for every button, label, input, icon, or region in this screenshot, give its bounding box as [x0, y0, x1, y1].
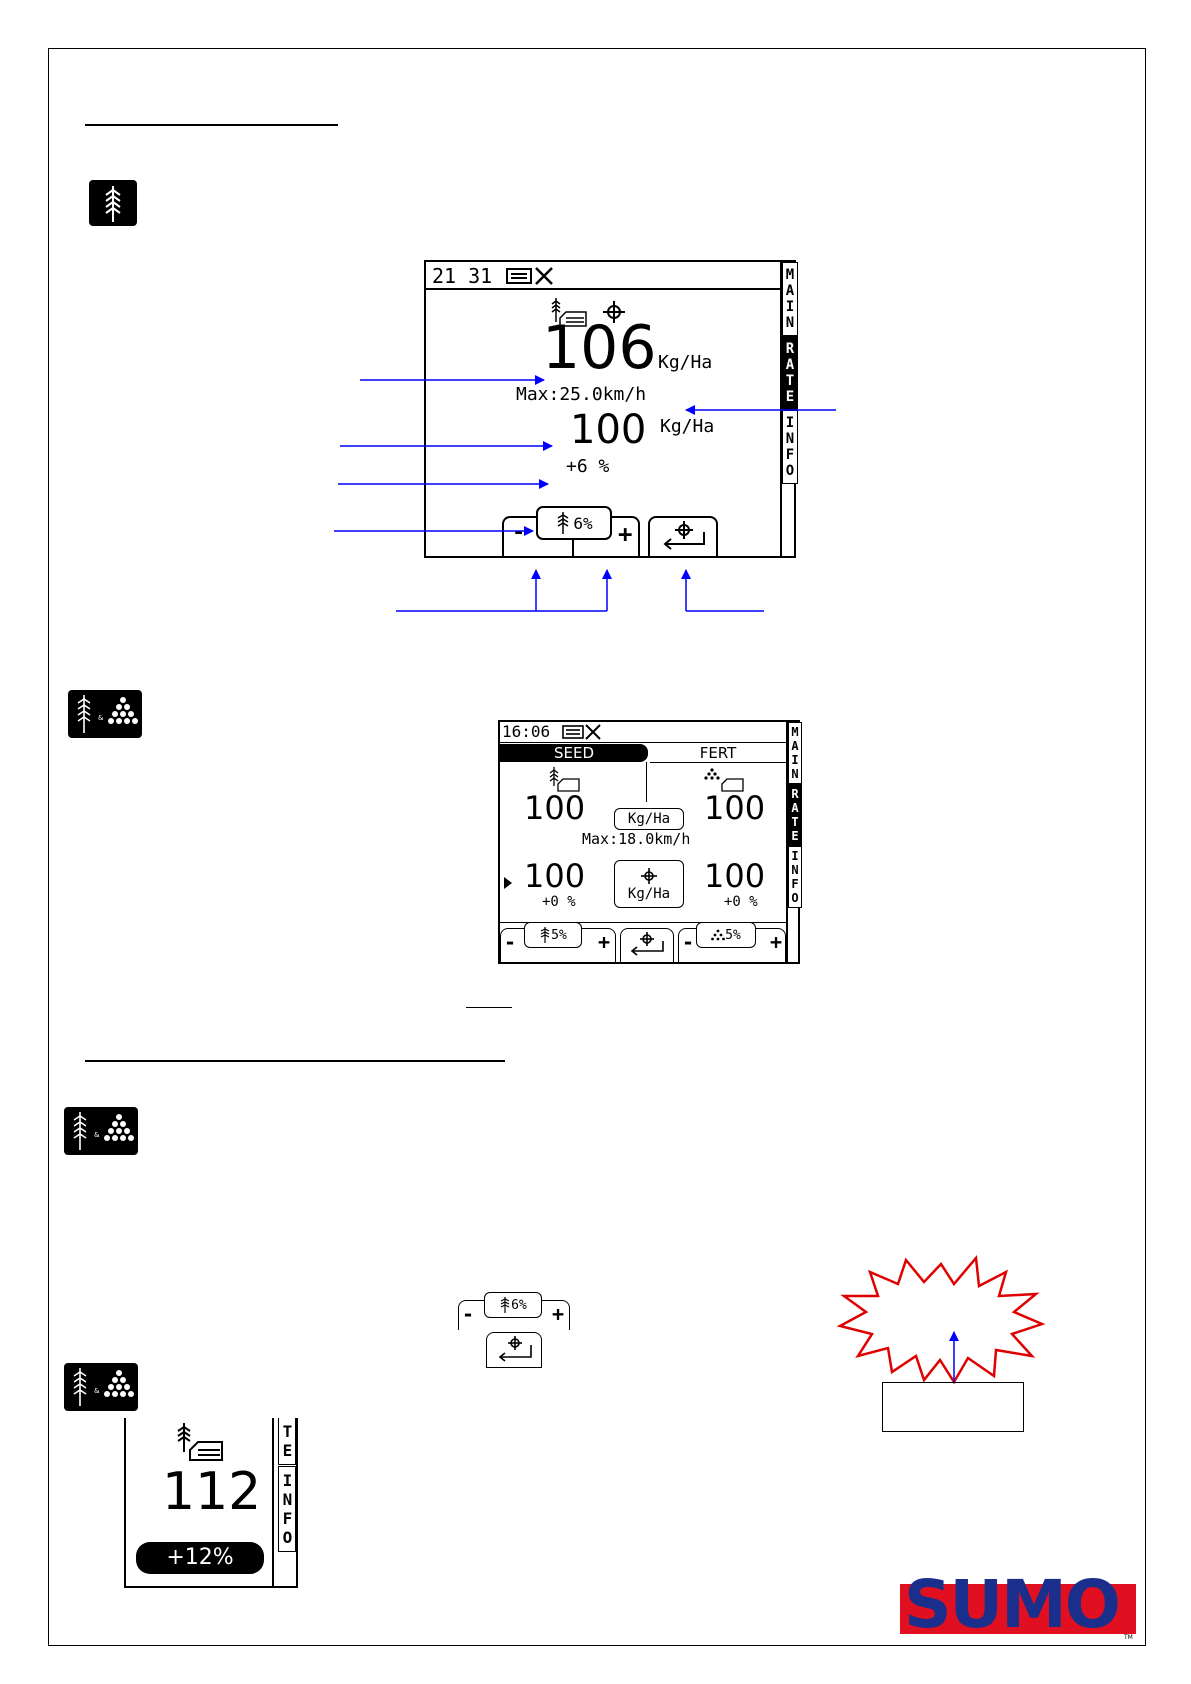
keypad-set-target-key[interactable]	[486, 1332, 542, 1368]
keypad-step-button[interactable]	[484, 1292, 542, 1318]
clock: 21 31	[432, 264, 493, 288]
tab-info-label: INFO	[782, 415, 798, 479]
fert-plus-label: +	[770, 930, 783, 954]
max-speed: Max:25.0km/h	[516, 384, 647, 405]
target-unit-text: Kg/Ha	[627, 886, 671, 902]
seed-minus-label: -	[504, 930, 517, 954]
rate-offset: +6 %	[566, 456, 610, 477]
tab-rate[interactable]	[278, 1418, 296, 1465]
tab-info-label: INFO	[278, 1471, 297, 1547]
enter-target-icon	[621, 929, 673, 961]
svg-text:&: &	[94, 1131, 100, 1139]
enter-target-icon	[487, 1333, 541, 1367]
svg-text:&: &	[94, 1387, 100, 1395]
status-icons	[562, 724, 606, 744]
fert-step-button[interactable]	[696, 922, 756, 948]
actual-rate-unit: Kg/Ha	[658, 352, 713, 373]
burst-callout	[836, 1256, 1046, 1386]
actual-rate-value: 106	[542, 313, 657, 383]
tab-fert[interactable]	[650, 744, 786, 763]
seed-offset: +0 %	[542, 894, 576, 910]
seed-and-fert-mode-icon-3	[64, 1363, 138, 1411]
logo-text: SUMO	[904, 1566, 1119, 1643]
offset-badge	[136, 1542, 264, 1574]
tab-rate-label: TE	[278, 1422, 297, 1460]
target-unit-box	[614, 860, 684, 908]
tab-info-label: INFO	[788, 849, 802, 905]
selection-arrow-icon	[504, 874, 512, 893]
center-divider	[646, 762, 647, 802]
tab-seed[interactable]	[500, 744, 648, 762]
unit-text: Kg/Ha	[627, 811, 671, 827]
short-underline	[466, 1007, 512, 1008]
seed-hopper-icon	[172, 1422, 224, 1466]
rate-screen-dual	[498, 720, 800, 964]
tab-rate[interactable]	[788, 784, 802, 846]
max-speed: Max:18.0km/h	[582, 830, 691, 848]
tab-info[interactable]	[788, 846, 802, 908]
seed-and-fert-mode-icon-2	[64, 1107, 138, 1155]
callout-box	[882, 1382, 1024, 1432]
tab-seed-label: SEED	[553, 744, 595, 762]
tab-main-label: MAIN	[782, 267, 798, 331]
unit-label-actual	[614, 808, 684, 830]
tab-main-label: MAIN	[788, 725, 802, 781]
plus-label: +	[618, 520, 633, 548]
set-target-softkey[interactable]	[620, 928, 674, 962]
target-icon	[639, 866, 659, 886]
rate-screen-cropped	[124, 1418, 298, 1588]
fert-step-label: 5%	[725, 927, 741, 943]
section-heading-underline-2	[85, 1060, 505, 1062]
tab-rate-label: RATE	[782, 341, 798, 405]
sumo-logo	[898, 1566, 1138, 1643]
annotation-arrows-screen1	[0, 0, 1191, 700]
offset-text: +12%	[166, 1545, 234, 1570]
seed-icon	[499, 1296, 511, 1314]
minus-label: -	[512, 520, 526, 545]
seed-plus-label: +	[598, 930, 611, 954]
fert-minus-label: -	[682, 930, 695, 954]
fert-actual-value: 100	[704, 789, 766, 827]
step-percent-label: 6%	[573, 513, 593, 533]
svg-text:&: &	[98, 714, 104, 722]
rate-value: 112	[162, 1462, 262, 1522]
fert-target-value: 100	[704, 857, 766, 895]
seed-actual-value: 100	[524, 789, 586, 827]
target-rate-value: 100	[570, 407, 647, 453]
seed-step-label: 5%	[551, 927, 567, 943]
seed-target-value: 100	[524, 857, 586, 895]
tab-fert-label: FERT	[699, 744, 737, 762]
seed-icon	[539, 926, 551, 944]
logo-trademark: TM	[1124, 1634, 1133, 1641]
tab-rate-label: RATE	[788, 787, 802, 843]
clock: 16:06	[502, 722, 551, 741]
side-divider	[272, 1418, 274, 1586]
keypad-graphic	[456, 1288, 572, 1368]
seed-step-button[interactable]	[524, 922, 582, 948]
header-divider	[500, 742, 786, 743]
tab-info[interactable]	[278, 1466, 296, 1552]
target-rate-unit: Kg/Ha	[660, 416, 715, 437]
keypad-plus: +	[552, 1302, 565, 1326]
keypad-minus: -	[462, 1302, 475, 1326]
tab-main[interactable]	[788, 722, 802, 784]
keypad-step-label: 6%	[511, 1297, 527, 1313]
fert-offset: +0 %	[724, 894, 758, 910]
fert-icon	[711, 929, 725, 941]
